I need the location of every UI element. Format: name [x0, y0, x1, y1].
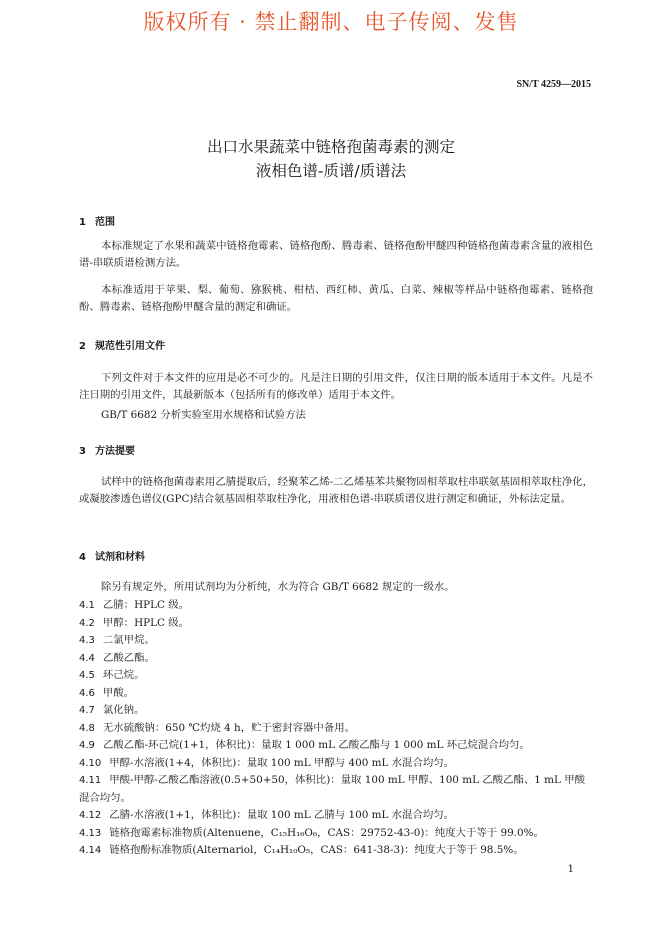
reagent-item: 4.4 乙酸乙酯。	[79, 651, 155, 664]
section-number: 4	[79, 552, 86, 563]
section-number: 1	[79, 217, 86, 228]
reagent-item: 4.10 甲醇-水溶液(1+4，体积比)：量取 100 mL 甲醇与 400 mL 水混合均匀。	[79, 756, 455, 769]
method-summary-paragraph: 试样中的链格孢菌毒素用乙腈提取后，经聚苯乙烯-二乙烯基苯共聚物固相萃取柱串联氨基固相萃取柱净化，或凝胶渗透色谱仪(GPC)结合氨基固相萃取柱净化，用液相色谱-串联质谱仪进行测定和确证，外标法定量。	[79, 476, 593, 506]
section-title: 方法提要	[95, 446, 135, 457]
reagent-item: 4.7 氯化钠。	[79, 704, 145, 716]
reagents-intro-paragraph: 除另有规定外，所用试剂均为分析纯，水为符合 GB/T 6682 规定的一级水。	[101, 581, 455, 593]
reagent-item: 4.5 环己烷。	[79, 669, 145, 681]
page-number: 1	[567, 864, 574, 875]
scope-paragraph-2: 本标准适用于苹果、梨、葡萄、猕猴桃、柑桔、西红柿、黄瓜、白菜、辣椒等样品中链格孢霉素、链格孢酚、腾毒素、链格孢酚甲醚含量的测定和确证。	[79, 284, 593, 314]
reagent-item: 4.14 链格孢酚标准物质(Alternariol，C₁₄H₁₀O₅，CAS：641-38-3)：纯度大于等于 98.5%。	[79, 844, 524, 856]
references-paragraph: 下列文件对于本文件的应用是必不可少的。凡是注日期的引用文件，仅注日期的版本适用于本文件。凡是不注日期的引用文件，其最新版本（包括所有的修改单）适用于本文件。	[79, 372, 593, 402]
reagent-item: 4.8 无水硫酸钠：650 ℃灼烧 4 h，贮于密封容器中备用。	[79, 721, 355, 734]
reagent-item: 4.2 甲醇：HPLC 级。	[79, 616, 190, 629]
section-heading-1	[79, 213, 115, 228]
scope-paragraph-1: 本标准规定了水果和蔬菜中链格孢霉素、链格孢酚、腾毒素、链格孢酚甲醚四种链格孢菌毒素含量的液相色谱-串联质谱检测方法。	[79, 240, 593, 270]
section-heading-3	[79, 442, 135, 457]
reagent-item: 4.12 乙腈-水溶液(1+1，体积比)：量取 100 mL 乙腈与 100 mL 水混合均匀。	[79, 809, 455, 821]
section-heading-4	[79, 548, 145, 563]
section-title: 规范性引用文件	[95, 341, 165, 352]
reference-gb-t-6682: GB/T 6682 分析实验室用水规格和试验方法	[101, 409, 306, 421]
reagent-item: 4.6 甲酸。	[79, 686, 135, 699]
reagent-item: 4.1 乙腈：HPLC 级。	[79, 599, 190, 611]
section-heading-2	[79, 337, 165, 352]
reagent-item: 4.9 乙酸乙酯-环己烷(1+1，体积比)：量取 1 000 mL 乙酸乙酯与 1 000 mL 环己烷混合均匀。	[79, 739, 530, 751]
watermark-banner: 版权所有 · 禁止翻制、电子传阅、发售	[143, 10, 519, 34]
reagent-item: 4.3 二氯甲烷。	[79, 634, 155, 646]
document-title: 出口水果蔬菜中链格孢菌毒素的测定	[206, 138, 455, 156]
standard-code: SN/T 4259—2015	[516, 79, 591, 90]
section-number: 3	[79, 446, 86, 457]
reagent-item: 4.11 甲酸-甲醇-乙酸乙酯溶液(0.5+50+50，体积比)：量取 100 mL 甲醇、100 mL 乙酸乙酯、1 mL 甲酸混合均匀。	[79, 774, 585, 804]
section-title: 范围	[95, 217, 115, 228]
section-number: 2	[79, 341, 86, 352]
section-title: 试剂和材料	[95, 552, 145, 563]
reagent-item: 4.13 链格孢霉素标准物质(Altenuene，C₁₅H₁₆O₆，CAS：29752-43-0)：纯度大于等于 99.0%。	[79, 826, 544, 839]
document-subtitle: 液相色谱-质谱/质谱法	[255, 162, 407, 180]
